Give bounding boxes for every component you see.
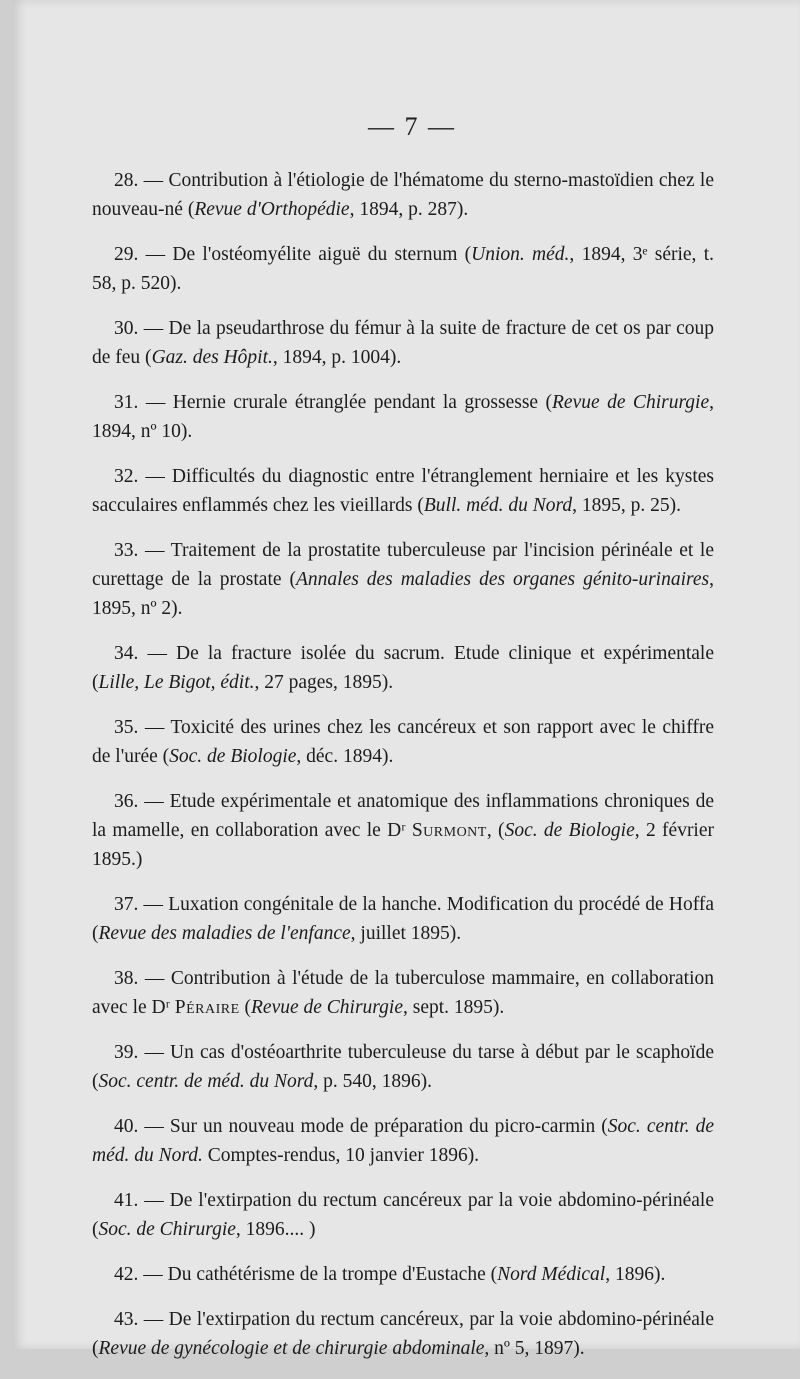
journal-title: Nord Médical (497, 1264, 606, 1285)
entry-number: 42. (114, 1264, 139, 1285)
entry-number: 29. (114, 244, 139, 265)
entry-32: 32. — Difficultés du diagnostic entre l'étranglement herniaire et les kystes sacculaires enflammés chez les vieillards (Bull. méd. du Nord, 1895, p. 25). (92, 466, 714, 516)
entry-number: 30. (114, 318, 139, 339)
book-page (12, 0, 800, 1359)
entry-number: 35. (114, 717, 139, 738)
journal-title: Revue de Chirurgie (251, 997, 403, 1018)
entry-number: 33. (114, 540, 139, 561)
entry-38: 38. — Contribution à l'étude de la tuberculose mammaire, en collaboration avec le Dʳ Péraire (Revue de Chirurgie, sept. 1895). (92, 968, 715, 1018)
entry-40: 40. — Sur un nouveau mode de préparation du picro-carmin (Soc. centr. de méd. du Nord. Comptes-rendus, 10 janvier 1896). (92, 1116, 715, 1166)
entry-39: 39. — Un cas d'ostéoarthrite tuberculeuse du tarse à début par le scaphoïde (Soc. centr. de méd. du Nord, p. 540, 1896). (92, 1042, 714, 1092)
journal-title: Soc. de Chirurgie (98, 1219, 236, 1240)
journal-title: Annales des maladies des organes génito-urinaires (295, 569, 710, 590)
entry-42: 42. — Du cathétérisme de la trompe d'Eustache (Nord Médical, 1896). (114, 1264, 666, 1285)
entry-30: 30. — De la pseudarthrose du fémur à la suite de fracture de cet os par coup de feu (Gaz. des Hôpit., 1894, p. 1004). (92, 318, 714, 368)
author-name: Surmont (411, 820, 487, 841)
entry-number: 43. (114, 1309, 139, 1330)
journal-title: Soc. de Biologie (169, 746, 297, 767)
entry-number: 40. (114, 1116, 139, 1137)
journal-title: Union. méd. (471, 244, 570, 265)
entry-28: 28. — Contribution à l'étiologie de l'hématome du sterno-mastoïdien chez le nouveau-né (Revue d'Orthopédie, 1894, p. 287). (92, 170, 714, 220)
entry-29: 29. — De l'ostéomyélite aiguë du sternum (Union. méd., 1894, 3ᵉ série, t. 58, p. 520). (92, 244, 714, 294)
entry-number: 36. (114, 791, 139, 812)
journal-title: Bull. méd. du Nord (423, 495, 573, 516)
journal-title: Revue de Chirurgie (552, 392, 710, 413)
journal-title: Revue des maladies de l'enfance (98, 923, 351, 944)
bibliography-list (92, 166, 714, 1379)
journal-title: Soc. de Biologie (504, 820, 635, 841)
entry-34: 34. — De la fracture isolée du sacrum. Etude clinique et expérimentale (Lille, Le Bigot, édit., 27 pages, 1895). (92, 643, 715, 693)
entry-37: 37. — Luxation congénitale de la hanche. Modification du procédé de Hoffa (Revue des maladies de l'enfance, juillet 1895). (92, 894, 714, 944)
entry-number: 39. (114, 1042, 139, 1063)
entry-number: 41. (114, 1190, 139, 1211)
entry-31: 31. — Hernie crurale étranglée pendant la grossesse (Revue de Chirurgie, 1894, nº 10). (92, 392, 715, 442)
entry-number: 38. (114, 968, 139, 989)
entry-33: 33. — Traitement de la prostatite tuberculeuse par l'incision périnéale et le curettage de la prostate (Annales des maladies des organes génito-urinaires, 1895, nº 2). (92, 540, 714, 619)
journal-title: Gaz. des Hôpit. (151, 347, 273, 368)
journal-title: Revue de gynécologie et de chirurgie abdominale (98, 1338, 485, 1359)
entry-number: 28. (114, 170, 139, 191)
journal-title: Lille, Le Bigot, édit. (98, 672, 255, 693)
journal-title: Revue d'Orthopédie (194, 199, 350, 220)
entry-43: 43. — De l'extirpation du rectum cancéreux, par la voie abdomino-périnéale (Revue de gynécologie et de chirurgie abdominale, nº 5, 1897). (92, 1309, 715, 1359)
entry-41: 41. — De l'extirpation du rectum cancéreux par la voie abdomino-périnéale (Soc. de Chirurgie, 1896.... ) (92, 1190, 715, 1240)
entry-number: 31. (114, 392, 139, 413)
journal-title: Soc. centr. de méd. du Nord (98, 1071, 314, 1092)
entry-number: 37. (114, 894, 139, 915)
author-name: Péraire (174, 997, 240, 1018)
entry-number: 32. (114, 466, 139, 487)
entry-35: 35. — Toxicité des urines chez les cancéreux et son rapport avec le chiffre de l'urée (Soc. de Biologie, déc. 1894). (92, 717, 714, 767)
entry-number: 34. (114, 643, 139, 664)
entry-36: 36. — Etude expérimentale et anatomique des inflammations chroniques de la mamelle, en collaboration avec le Dʳ Surmont, (Soc. de Biologie, 2 février 1895.) (92, 791, 715, 870)
page-number: — 7 — (368, 112, 456, 141)
journal-title: Soc. centr. de méd. du Nord. (92, 1116, 715, 1166)
